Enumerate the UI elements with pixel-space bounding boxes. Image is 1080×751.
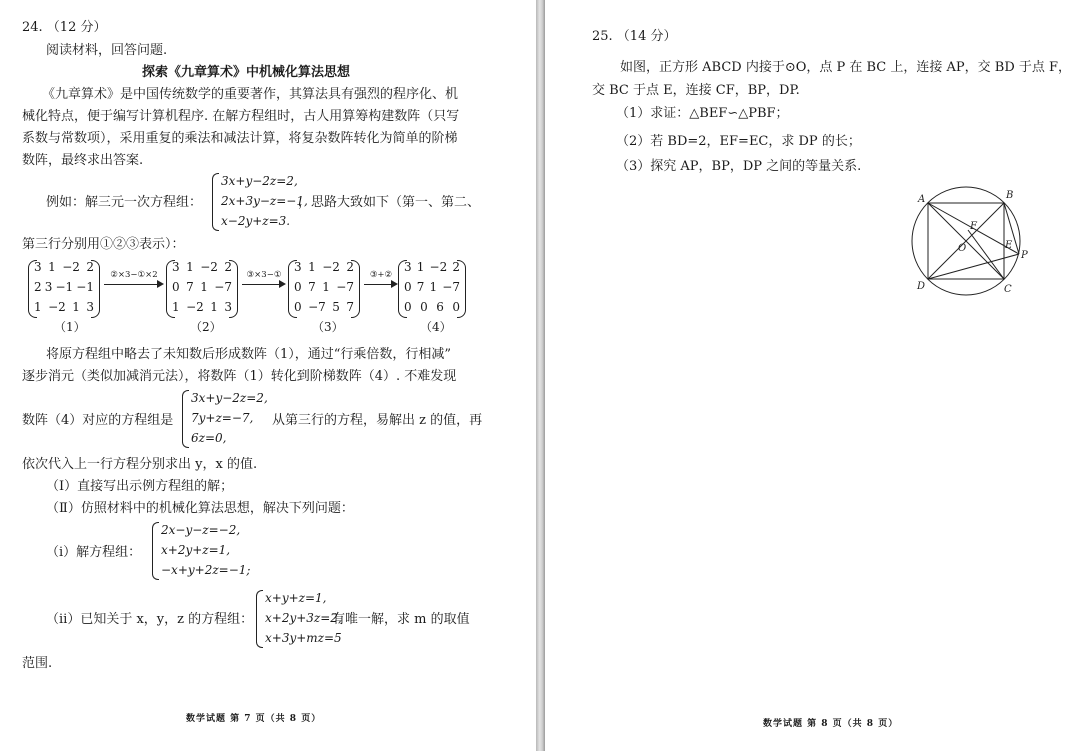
matrix-4-label: （4）: [420, 320, 452, 334]
part-1: （Ⅰ）直接写出示例方程组的解；: [46, 479, 234, 494]
arrow-3: ③+②: [364, 270, 398, 284]
matrix-4: 3 1 −2 2 0 7 1 −7 0 0 6 0: [398, 258, 466, 320]
sub-ii-end: 范围.: [22, 656, 53, 671]
para2-line4: 依次代入上一行方程分别求出 y，x 的值.: [22, 457, 258, 472]
para1-line2: 械化特点，便于编写计算机程序. 在解方程组时，古人用算筹构建数阵（只写: [22, 109, 460, 124]
label-b: B: [1006, 190, 1014, 201]
q24-header: 24. （12 分）: [22, 20, 107, 35]
left-page: [0, 0, 536, 751]
q25-header: 25. （14 分）: [592, 29, 677, 44]
q25-item3: （3）探究 AP，BP，DP 之间的等量关系.: [616, 159, 862, 174]
matrix-3: 3 1 −2 2 0 7 1 −7 0 −7 5 7: [288, 258, 360, 320]
q25-item2: （2）若 BD=2，EF=EC，求 DP 的长；: [616, 134, 861, 149]
label-p: P: [1021, 250, 1028, 261]
label-a: A: [918, 194, 926, 205]
matrix-2-label: （2）: [190, 320, 222, 334]
matrix-3-label: （3）: [312, 320, 344, 334]
q25-item1: （1）求证：△BEF∽△PBF；: [616, 106, 789, 121]
para1-line3: 系数与常数项），采用重复的乘法和减法计算，将复杂数阵转化为简单的阶梯: [22, 131, 458, 146]
matrix-1-label: （1）: [54, 320, 86, 334]
para2-suffix: 从第三行的方程，易解出 z 的值，再: [272, 413, 483, 428]
segment-cf: [968, 230, 1004, 279]
example-prefix: 例如：解三元一次方程组：: [46, 195, 203, 210]
sub-i-eq-3: −x+y+2z=−1;: [161, 563, 251, 577]
arrow-1: ②×3−①×2: [104, 270, 164, 284]
geometry-figure: [900, 185, 1050, 297]
matrix-1: 3 1 −2 2 2 3 −1 −1 1 −2 1 3: [28, 258, 100, 320]
sub-ii-prefix: （ⅱ）已知关于 x，y，z 的方程组：: [46, 612, 254, 627]
matrix4-equation-system: [182, 390, 268, 448]
q24-intro: 阅读材料，回答问题.: [46, 43, 168, 58]
arrow-2: ③×3−①: [242, 270, 286, 284]
label-f: F: [970, 221, 977, 232]
para1-line4: 数阵，最终求出答案.: [22, 153, 144, 168]
para2-line2: 逐步消元（类似加减消元法），将数阵（1）转化到阶梯数阵（4）. 不难发现: [22, 369, 457, 384]
matrix-2: 3 1 −2 2 0 7 1 −7 1 −2 1 3: [166, 258, 238, 320]
sub-i-prefix: （ⅰ）解方程组：: [46, 545, 142, 560]
para2-line1: 将原方程组中略去了未知数后形成数阵（1），通过“行乘倍数，行相减”: [46, 347, 452, 362]
label-e: E: [1005, 240, 1013, 251]
rows-note: 第三行分别用①②③表示）：: [22, 237, 185, 252]
sub-ii-equation-system: [256, 590, 342, 648]
para1-line1: 《九章算术》是中国传统数学的重要著作，其算法具有强烈的程序化、机: [42, 87, 459, 102]
sub-ii-eq-1: x+y+z=1,: [265, 591, 327, 605]
sub-ii-eq-3: x+3y+mz=5: [265, 631, 342, 645]
q25-line1: 如图，正方形 ABCD 内接于⊙O，点 P 在 BC 上，连接 AP，交 BD 于点 F，: [620, 60, 1072, 75]
right-page-footer: 数学试题 第 8 页（共 8 页）: [763, 719, 899, 729]
sub-i-eq-2: x+2y+z=1,: [161, 543, 231, 557]
right-page: [545, 0, 1080, 751]
m4-eq-1: 3x+y−2z=2,: [191, 391, 268, 405]
left-page-footer: 数学试题 第 7 页（共 8 页）: [186, 714, 322, 724]
para2-prefix: 数阵（4）对应的方程组是: [22, 413, 174, 428]
example-eq-1: 3x+y−2z=2,: [221, 174, 298, 188]
q25-line2: 交 BC 于点 E，连接 CF，BP，DP.: [592, 83, 800, 98]
example-eq-2: 2x+3y−z=−1,: [221, 194, 308, 208]
label-c: C: [1004, 284, 1012, 295]
example-suffix: ，思路大致如下（第一、第二、: [298, 195, 481, 210]
example-equation-system: [212, 173, 312, 231]
label-o: O: [958, 243, 967, 254]
sub-ii-eq-2: x+2y+3z=2,: [265, 611, 342, 625]
segment-dp: [928, 254, 1019, 279]
m4-eq-2: 7y+z=−7,: [191, 411, 254, 425]
page-gutter: [536, 0, 545, 751]
sub-ii-suffix: 有唯一解，求 m 的取值: [332, 612, 470, 627]
part-2: （Ⅱ）仿照材料中的机械化算法思想，解决下列问题：: [46, 501, 354, 516]
q24-title: 探索《九章算术》中机械化算法思想: [142, 65, 351, 80]
label-d: D: [917, 281, 926, 292]
sub-i-eq-1: 2x−y−z=−2,: [161, 523, 241, 537]
m4-eq-3: 6z=0,: [191, 431, 227, 445]
sub-i-equation-system: [152, 522, 251, 580]
example-eq-3: x−2y+z=3.: [221, 214, 291, 228]
